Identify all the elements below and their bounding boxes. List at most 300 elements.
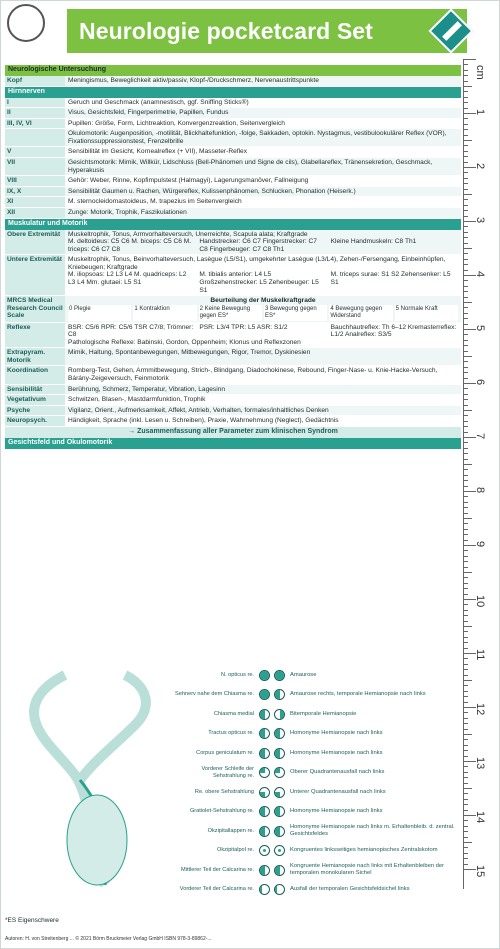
section-hirnnerven: Hirnnerven xyxy=(5,87,461,98)
visual-field-icon xyxy=(274,767,285,778)
visual-defect-row xyxy=(173,804,457,820)
row-label: II xyxy=(5,108,65,118)
row-label: XI xyxy=(5,197,65,207)
defect-description: Kongruentes linksseitiges hemianopisches Zentralskotom xyxy=(290,847,438,854)
ruler-tick xyxy=(464,610,468,611)
ruler-unit: cm xyxy=(474,65,486,80)
lesion-site: Chiasma medial xyxy=(213,710,254,717)
row-text: Gesichtsmotorik: Mimik, Willkür, Lidschluss (Bell-Phänomen und Signe de cils), Glabellareflex, Tränensekretion, Geschmack, Hyperakusis xyxy=(65,158,461,175)
ruler-tick xyxy=(464,194,472,195)
row-label: Koordination xyxy=(5,366,65,383)
row-content xyxy=(65,230,461,255)
lesion-site: Okzipitalpol re. xyxy=(217,847,254,854)
reflex-col: BSR: C5/6 RPR: C5/6 TSR C7/8; Trömner: C8 xyxy=(68,323,194,339)
ruler-tick xyxy=(464,399,468,400)
row-text: Meningismus, Beweglichkeit aktiv/passiv, Klopf-/Druckschmerz, Nervenaustrittspunkte xyxy=(65,76,461,86)
defect-description: Unterer Quadrantenausfall nach links xyxy=(290,788,386,795)
ruler-tick xyxy=(464,718,468,719)
muscle-col: M. iliopsoas: L2 L3 L4 M. quadriceps: L2 L3 L4 Mm. glutaei: L5 S1 xyxy=(68,271,187,286)
ruler-tick xyxy=(464,831,468,832)
visual-field-icon xyxy=(274,689,285,700)
visual-field-icon xyxy=(259,787,270,798)
ruler-tick xyxy=(464,151,468,152)
ruler-tick xyxy=(464,864,468,865)
visual-defect-row xyxy=(173,687,457,703)
row-kopf xyxy=(5,76,461,87)
row-label: I xyxy=(5,98,65,108)
lesion-site: Sehnerv nahe dem Chiasma re. xyxy=(175,691,254,698)
row-label: VIII xyxy=(5,176,65,186)
reflex-grid xyxy=(68,324,458,339)
ruler-tick xyxy=(464,772,468,773)
ruler-tick xyxy=(464,421,468,422)
visual-defect-row xyxy=(173,862,457,878)
row-label: Untere Extremität xyxy=(5,255,65,295)
ruler-tick xyxy=(464,135,468,136)
ruler-tick xyxy=(464,86,472,87)
ruler-tick xyxy=(464,469,468,470)
visual-defect-row xyxy=(173,843,457,859)
lesion-site: Tractus opticus re. xyxy=(208,730,254,737)
ruler-tick xyxy=(464,189,468,190)
punch-hole xyxy=(7,4,45,42)
grade: 5 Normale Kraft xyxy=(395,305,458,321)
ruler-number: 12 xyxy=(474,703,486,716)
ruler-tick xyxy=(464,118,468,119)
defect-description: Kongruente Hemianopsie nach links mit Erhaltenbleiben der temporalen monokularen Sichel xyxy=(290,863,445,876)
row-obere xyxy=(5,230,461,256)
ruler-tick xyxy=(464,253,468,254)
ruler-tick xyxy=(464,140,472,141)
ruler-tick xyxy=(464,486,468,487)
ruler-tick xyxy=(464,777,468,778)
ruler-tick xyxy=(464,702,468,703)
row-label: MRCS Medical Research Council Scale xyxy=(5,296,65,321)
ruler-tick xyxy=(464,685,468,686)
ruler-tick xyxy=(464,847,468,848)
ruler-tick xyxy=(464,788,472,789)
row-mrcs xyxy=(5,296,461,322)
row-label: Psyche xyxy=(5,406,65,416)
visual-pathway-diagram xyxy=(5,661,461,906)
row-text: Geruch und Geschmack (anamnestisch, ggf. Sniffing Sticks®) xyxy=(65,98,461,108)
ruler-tick xyxy=(464,388,468,389)
ruler-tick xyxy=(464,637,468,638)
row-hn xyxy=(5,176,461,187)
grade: 2 Keine Bewegung gegen ES* xyxy=(199,305,262,321)
ruler-tick xyxy=(464,432,468,433)
ruler-tick xyxy=(464,820,468,821)
visual-field-icon xyxy=(259,826,270,837)
ruler-tick xyxy=(464,669,468,670)
row-rest xyxy=(5,406,461,417)
row-label: Reflexe xyxy=(5,323,65,348)
ruler-tick xyxy=(464,59,476,60)
ruler-tick xyxy=(464,81,468,82)
ruler-tick xyxy=(464,410,472,411)
ruler-tick xyxy=(464,264,468,265)
ruler-tick xyxy=(464,756,468,757)
ruler-tick xyxy=(464,572,472,573)
ruler-tick xyxy=(464,453,468,454)
ruler-tick xyxy=(464,615,468,616)
grade: 4 Bewegung gegen Widerstand xyxy=(329,305,392,321)
ruler-tick xyxy=(464,183,468,184)
summary-line: → Zusammenfassung aller Parameter zum klinischen Syndrom xyxy=(5,427,461,438)
ruler-tick xyxy=(464,675,468,676)
defect-description: Amaurose xyxy=(290,671,317,678)
visual-defect-row xyxy=(173,765,457,781)
ruler-number: 4 xyxy=(474,271,486,278)
row-content xyxy=(65,323,461,348)
visual-field-icon xyxy=(259,865,270,876)
visual-field-icon xyxy=(259,689,270,700)
ruler-tick xyxy=(464,621,468,622)
defect-description: Oberer Quadrantenausfall nach links xyxy=(290,769,385,776)
ruler-tick xyxy=(464,361,468,362)
row-text: Zunge: Motorik, Trophik, Faszikulationen xyxy=(65,208,461,218)
footnote: *ES Eigenschwere xyxy=(5,917,59,924)
visual-field-icon xyxy=(259,767,270,778)
row-label: IX, X xyxy=(5,187,65,197)
ruler-tick xyxy=(464,178,468,179)
ruler-tick xyxy=(464,286,468,287)
ruler-tick xyxy=(464,631,468,632)
row-rest xyxy=(5,385,461,396)
lesion-site: Mittlerer Teil der Calcarina re. xyxy=(181,866,254,873)
publisher-logo-icon xyxy=(431,11,471,51)
ruler-tick xyxy=(464,313,468,314)
lesion-site: Vorderer Teil der Calcarina re. xyxy=(179,886,254,893)
row-rest xyxy=(5,348,461,366)
ruler-tick xyxy=(464,259,468,260)
visual-field-icon xyxy=(259,728,270,739)
ruler-number: 5 xyxy=(474,325,486,332)
row-label: Extrapyram. Motorik xyxy=(5,348,65,365)
ruler-tick xyxy=(464,745,468,746)
row-label: Sensibilität xyxy=(5,385,65,395)
row-label: Neuropsych. xyxy=(5,416,65,426)
mrcs-title: Beurteilung der Muskelkraftgrade xyxy=(210,297,316,305)
ruler-number: 2 xyxy=(474,163,486,170)
ruler-number: 14 xyxy=(474,811,486,824)
visual-field-icon xyxy=(259,670,270,681)
ruler-tick xyxy=(464,291,468,292)
lesion-site: Corpus geniculatum re. xyxy=(196,749,254,756)
ruler-tick xyxy=(464,648,468,649)
ruler-tick xyxy=(464,626,472,627)
page-title: Neurologie pocketcard Set xyxy=(79,17,373,44)
ruler-tick xyxy=(464,588,468,589)
defect-description: Homonyme Hemianopsie nach links m. Erhaltenbleib. d. zentral. Gesichtsfeldes xyxy=(290,824,455,837)
ruler-tick xyxy=(464,502,468,503)
ruler-tick xyxy=(464,604,468,605)
ruler-tick xyxy=(464,102,468,103)
lesion-site: Vorderer Schleife der Sehstrahlung re. xyxy=(201,766,254,779)
row-text: Sensibilität im Gesicht, Kornealreflex (+ VII), Masseter-Reflex xyxy=(65,147,461,157)
ruler-tick xyxy=(464,324,468,325)
ruler-tick xyxy=(464,734,472,735)
lesion-site: Gratiolet-Sehstrahlung re. xyxy=(189,808,254,815)
row-text: Pathologische Reflexe: Babinski, Gordon, Oppenheim; Klonus und Reflexzonen xyxy=(68,338,301,346)
ruler-tick xyxy=(464,594,468,595)
ruler-tick xyxy=(464,810,468,811)
row-label xyxy=(5,129,65,146)
row-label: Obere Extremität xyxy=(5,230,65,255)
grade: 0 Plegie xyxy=(68,305,131,321)
ruler-tick xyxy=(464,70,468,71)
visual-field-icon xyxy=(274,826,285,837)
row-hn xyxy=(5,129,461,147)
ruler-tick xyxy=(464,97,468,98)
ruler-tick xyxy=(464,334,468,335)
ruler-tick xyxy=(464,529,468,530)
ruler-tick xyxy=(464,556,468,557)
defect-description: Ausfall der temporalen Gesichtsfeldsichel links xyxy=(290,886,410,893)
row-hn xyxy=(5,158,461,176)
ruler-tick xyxy=(464,340,468,341)
ruler-tick xyxy=(464,561,468,562)
ruler-tick xyxy=(464,280,468,281)
ruler-number: 10 xyxy=(474,595,486,608)
muscle-col: M. deltoideus: C5 C6 M. biceps: C5 C6 M. triceps: C6 C7 C8 xyxy=(68,238,192,253)
ruler-tick xyxy=(464,226,468,227)
row-label: V xyxy=(5,147,65,157)
ruler-tick xyxy=(464,442,468,443)
row-text: M. sternocleidomastoideus, M. trapezius im Seitenvergleich xyxy=(65,197,461,207)
ruler-tick xyxy=(464,842,472,843)
section-muskulatur: Muskulatur und Motorik xyxy=(5,219,461,230)
ruler-tick xyxy=(464,799,468,800)
ruler-tick xyxy=(464,480,468,481)
defect-description: Homonyme Hemianopsie nach links xyxy=(290,730,383,737)
row-content xyxy=(65,296,461,321)
row-hn xyxy=(5,98,461,109)
visual-field-icon xyxy=(274,884,285,895)
ruler-tick xyxy=(464,793,468,794)
ruler-tick xyxy=(464,318,468,319)
defect-description: Amaurose rechts, temporale Hemianopsie nach links xyxy=(290,691,426,698)
lesion-site: Re. obere Sehstrahlung xyxy=(194,788,254,795)
ruler-tick xyxy=(464,696,468,697)
ruler-tick xyxy=(464,475,468,476)
ruler-tick xyxy=(464,124,468,125)
row-reflexe xyxy=(5,323,461,349)
ruler-tick xyxy=(464,642,468,643)
ruler-tick xyxy=(464,243,468,244)
ruler-tick xyxy=(464,691,468,692)
ruler-tick xyxy=(464,91,468,92)
row-hn xyxy=(5,119,461,130)
ruler-tick xyxy=(464,378,468,379)
row-text: Vigilanz, Orient., Aufmerksamkeit, Affekt, Antrieb, Verhalten, formales/inhaltliches Denken xyxy=(65,406,461,416)
title-banner xyxy=(67,9,467,53)
muscle-col: M. triceps surae: S1 S2 Zehensenker: L5 S1 xyxy=(330,271,451,286)
ruler-tick xyxy=(464,534,468,535)
muscle-col: Handstrecker: C6 C7 Fingerstrecker: C7 C8 Fingerbeuger: C7 C8 Th1 xyxy=(199,238,317,253)
footer-imprint: Autoren: H. von Streitenberg ... © 2021 Börm Bruckmeier Verlag GmbH ISBN 978-3-89862-... xyxy=(5,936,212,942)
row-label: III, IV, VI xyxy=(5,119,65,129)
ruler-number: 6 xyxy=(474,379,486,386)
ruler-tick xyxy=(464,205,468,206)
visual-defect-row xyxy=(173,706,457,722)
row-hn xyxy=(5,108,461,119)
ruler-tick xyxy=(464,826,468,827)
row-rest xyxy=(5,395,461,406)
ruler-tick xyxy=(464,75,468,76)
row-text: Visus, Gesichtsfeld, Fingerperimetrie, Papillen, Fundus xyxy=(65,108,461,118)
ruler-number: 9 xyxy=(474,541,486,548)
hirnnerven-list xyxy=(5,98,461,219)
visual-defect-row xyxy=(173,784,457,800)
visual-field-icon xyxy=(274,728,285,739)
row-text: Mimik, Haltung, Spontanbewegungen, Mitbewegungen, Rigor, Tremor, Dyskinesien xyxy=(65,348,461,365)
visual-field-icon xyxy=(274,670,285,681)
row-label: VII xyxy=(5,158,65,175)
row-text: Muskeltrophik, Tonus, Armvorhalteversuch, Unerreichte, Scapula alata; Kraftgrade xyxy=(68,230,308,238)
ruler-tick xyxy=(464,507,468,508)
row-hn xyxy=(5,208,461,219)
grade: 1 Kontraktion xyxy=(133,305,196,321)
ruler-tick xyxy=(464,550,468,551)
row-text: Gehör: Weber, Rinne, Kopfimpulstest (Halmagyi), Lagerungsmanöver, Fallneigung xyxy=(65,176,461,186)
ruler-tick xyxy=(464,583,468,584)
ruler-tick xyxy=(464,302,472,303)
ruler-tick xyxy=(464,853,468,854)
visual-field-icon xyxy=(259,748,270,759)
row-text: Händigkeit, Sprache (inkl. Lesen u. Schreiben), Praxie, Wahrnehmung (Neglect), Gedächtnis xyxy=(65,416,461,426)
visual-field-icon xyxy=(274,865,285,876)
ruler-tick xyxy=(464,210,468,211)
row-label: XII xyxy=(5,208,65,218)
row-text: Okulomotorik: Augenposition, -motilität, Blickhaltefunktion, -folge, Sakkaden, optokin. Nystagmus, vestibulookulärer Reflex (VOR), Fixationssuppressionstest, Frenzelbrille xyxy=(65,129,461,146)
visual-field-icon xyxy=(274,709,285,720)
ruler-tick xyxy=(464,415,468,416)
ruler-tick xyxy=(464,540,468,541)
visual-defect-row xyxy=(173,882,457,898)
visual-defect-row xyxy=(173,726,457,742)
ruler-tick xyxy=(464,513,468,514)
ruler-tick xyxy=(464,750,468,751)
ruler-tick xyxy=(464,345,468,346)
ruler-tick xyxy=(464,297,468,298)
reflex-col: Bauchhautreflex: Th 6–12 Kremasterreflex: L1/2 Analreflex: S3/5 xyxy=(330,323,457,339)
section-gesichtsfeld: Gesichtsfeld und Okulomotorik xyxy=(5,438,461,449)
ruler-tick xyxy=(464,739,468,740)
muscle-col: Kleine Handmuskeln: C8 Th1 xyxy=(330,238,417,246)
visual-field-icon xyxy=(259,845,270,856)
ruler-tick xyxy=(464,459,468,460)
visual-defect-row xyxy=(173,745,457,761)
grade: 3 Bewegung gegen ES* xyxy=(264,305,327,321)
muscle-grid xyxy=(68,238,458,253)
ruler-tick xyxy=(464,405,468,406)
visual-field-icon xyxy=(274,787,285,798)
row-text: Berührung, Schmerz, Temperatur, Vibration, Lagesinn xyxy=(65,385,461,395)
ruler-number: 3 xyxy=(474,217,486,224)
ruler-tick xyxy=(464,307,468,308)
defect-description: Homonyme Hemianopsie nach links xyxy=(290,808,383,815)
ruler-tick xyxy=(464,356,472,357)
ruler-tick xyxy=(464,270,468,271)
defect-description: Bitemporale Hemianopsie xyxy=(290,710,357,717)
row-rest xyxy=(5,416,461,427)
row-label: Kopf xyxy=(5,76,65,86)
ruler-tick xyxy=(464,129,468,130)
ruler-tick xyxy=(464,172,468,173)
ruler-number: 8 xyxy=(474,487,486,494)
ruler-tick xyxy=(464,766,468,767)
ruler-number: 13 xyxy=(474,757,486,770)
ruler-tick xyxy=(464,804,468,805)
ruler-tick xyxy=(464,712,468,713)
ruler-tick xyxy=(464,723,468,724)
ruler-tick xyxy=(464,232,468,233)
ruler-tick xyxy=(464,199,468,200)
row-hn xyxy=(5,197,461,208)
ruler-number: 1 xyxy=(474,109,486,116)
ruler-tick xyxy=(464,448,468,449)
row-text: Pupillen: Größe, Form, Lichtreaktion, Konvergenzreaktion, Seitenvergleich xyxy=(65,119,461,129)
row-hn xyxy=(5,187,461,198)
visual-defect-row xyxy=(173,823,457,839)
ruler-tick xyxy=(464,664,468,665)
row-label: Vegetativum xyxy=(5,395,65,405)
ruler-tick xyxy=(464,156,468,157)
ruler-tick xyxy=(464,248,472,249)
ruler-tick xyxy=(464,496,468,497)
visual-field-icon xyxy=(274,845,285,856)
defect-description: Homonyme Hemianopsie nach links xyxy=(290,749,383,756)
visual-field-icon xyxy=(259,709,270,720)
muscle-grid xyxy=(68,271,458,294)
ruler-tick xyxy=(464,426,468,427)
ruler-tick xyxy=(464,680,472,681)
visual-field-icon xyxy=(274,806,285,817)
ruler-tick xyxy=(464,394,468,395)
row-text: Muskeltrophik, Tonus, Beinvorhalteversuch, Lasègue (L5/S1), umgekehrter Lasègue (L3/L4), Zehen-/Fersengang, Einbeinhüpfen, Kniebeugen; Kraftgrade xyxy=(68,256,446,271)
ruler-tick xyxy=(464,567,468,568)
ruler-tick xyxy=(464,464,472,465)
ruler-number: 11 xyxy=(474,649,486,661)
ruler-tick xyxy=(464,216,468,217)
row-rest xyxy=(5,366,461,384)
visual-field-icon xyxy=(274,748,285,759)
ruler-number: 15 xyxy=(474,865,486,878)
ruler-tick xyxy=(464,658,468,659)
row-untere xyxy=(5,255,461,296)
row-text: Sensibilität Gaumen u. Rachen, Würgereflex, Kulissenphänomen, Schlucken, Phonation (Heiserk.) xyxy=(65,187,461,197)
ruler-tick xyxy=(464,577,468,578)
row-text: Romberg-Test, Gehen, Armmitbewegung, Strich-, Blindgang, Diadochokinese, Rebound, Finger-Nase- u. Knie-Hacke-Versuch, Bárány-Zeigeversuch, Feinmotorik xyxy=(65,366,461,383)
visual-field-icon xyxy=(259,884,270,895)
ruler-tick xyxy=(464,351,468,352)
ruler-number: 7 xyxy=(474,433,486,440)
lesion-site: N. opticus re. xyxy=(221,671,254,678)
ruler-tick xyxy=(464,372,468,373)
ruler-tick xyxy=(464,729,468,730)
ruler-tick xyxy=(464,858,468,859)
ruler-tick xyxy=(464,523,468,524)
lesion-site: Okzipitallappen re. xyxy=(207,827,254,834)
ruler-tick xyxy=(464,145,468,146)
row-text: Schwitzen, Blasen-, Mastdarmfunktion, Trophik xyxy=(65,395,461,405)
visual-defect-row xyxy=(173,667,457,683)
mrcs-grades xyxy=(68,305,458,321)
ruler-tick xyxy=(464,518,472,519)
row-hn xyxy=(5,147,461,158)
visual-pathway-illustration xyxy=(5,665,175,905)
